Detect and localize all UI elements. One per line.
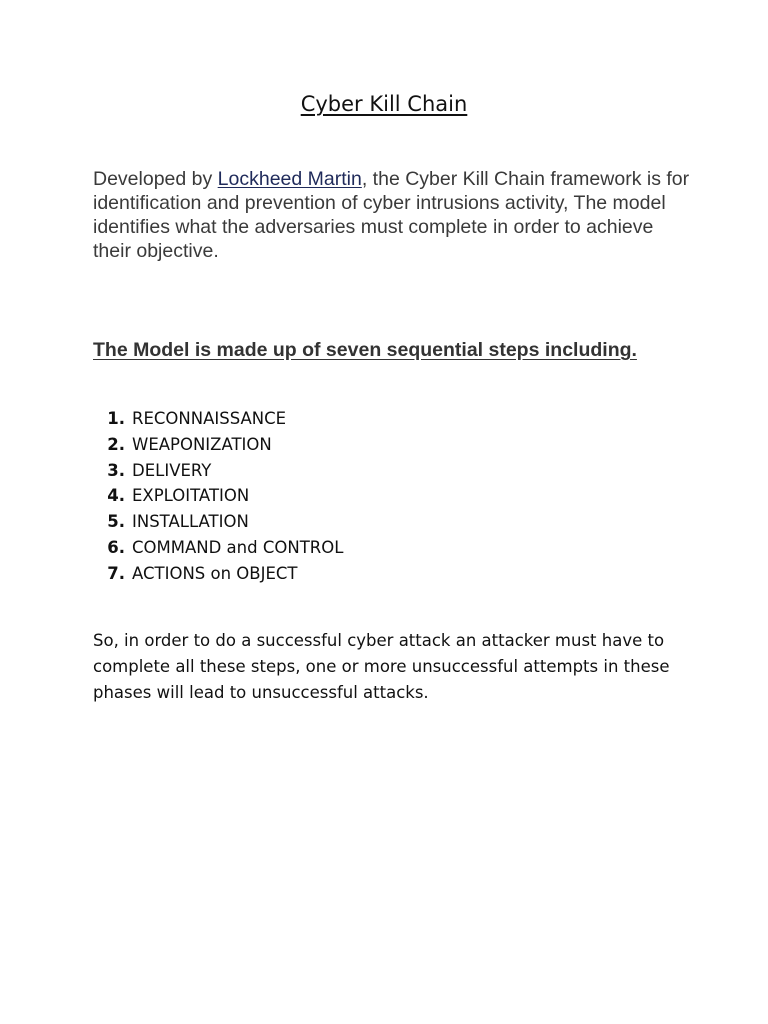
list-item-label: ACTIONS on OBJECT bbox=[132, 563, 298, 583]
list-item-label: WEAPONIZATION bbox=[132, 434, 272, 454]
list-item bbox=[93, 432, 343, 458]
lockheed-martin-link[interactable]: Lockheed Martin bbox=[217, 168, 362, 190]
list-item bbox=[93, 458, 343, 484]
document-title: Cyber Kill Chain bbox=[300, 92, 468, 116]
list-item-number: 3. bbox=[107, 460, 125, 480]
list-item-label: RECONNAISSANCE bbox=[132, 409, 287, 428]
steps-list bbox=[93, 406, 343, 587]
list-item bbox=[93, 535, 343, 561]
list-item-number: 7. bbox=[107, 563, 125, 583]
list-item-number: 4. bbox=[107, 486, 125, 506]
list-item-label: DELIVERY bbox=[132, 460, 212, 480]
list-item bbox=[93, 509, 343, 535]
closing-paragraph: So, in order to do a successful cyber attack an attacker must have to complete all these steps, one or more unsuccessful attempts in these phases will lead to unsuccessful attacks. bbox=[93, 631, 670, 702]
list-item-number: 1. bbox=[107, 409, 125, 428]
list-item bbox=[93, 561, 343, 587]
list-item-label: COMMAND and CONTROL bbox=[132, 537, 344, 557]
list-item-number: 5. bbox=[107, 512, 125, 532]
list-item-label: INSTALLATION bbox=[132, 512, 249, 532]
intro-suffix: , the Cyber Kill Chain framework is for identification and prevention of cyber intrusions activity, The model identifies what the adversaries must complete in order to achieve their objective. bbox=[93, 168, 690, 262]
list-item bbox=[93, 406, 343, 432]
intro-paragraph bbox=[93, 167, 693, 263]
list-item-label: EXPLOITATION bbox=[132, 486, 250, 506]
section-heading: The Model is made up of seven sequential steps including. bbox=[93, 339, 637, 361]
list-item-number: 6. bbox=[107, 537, 125, 557]
list-item bbox=[93, 483, 343, 509]
list-item-number: 2. bbox=[107, 434, 125, 454]
intro-prefix: Developed by bbox=[93, 168, 218, 190]
